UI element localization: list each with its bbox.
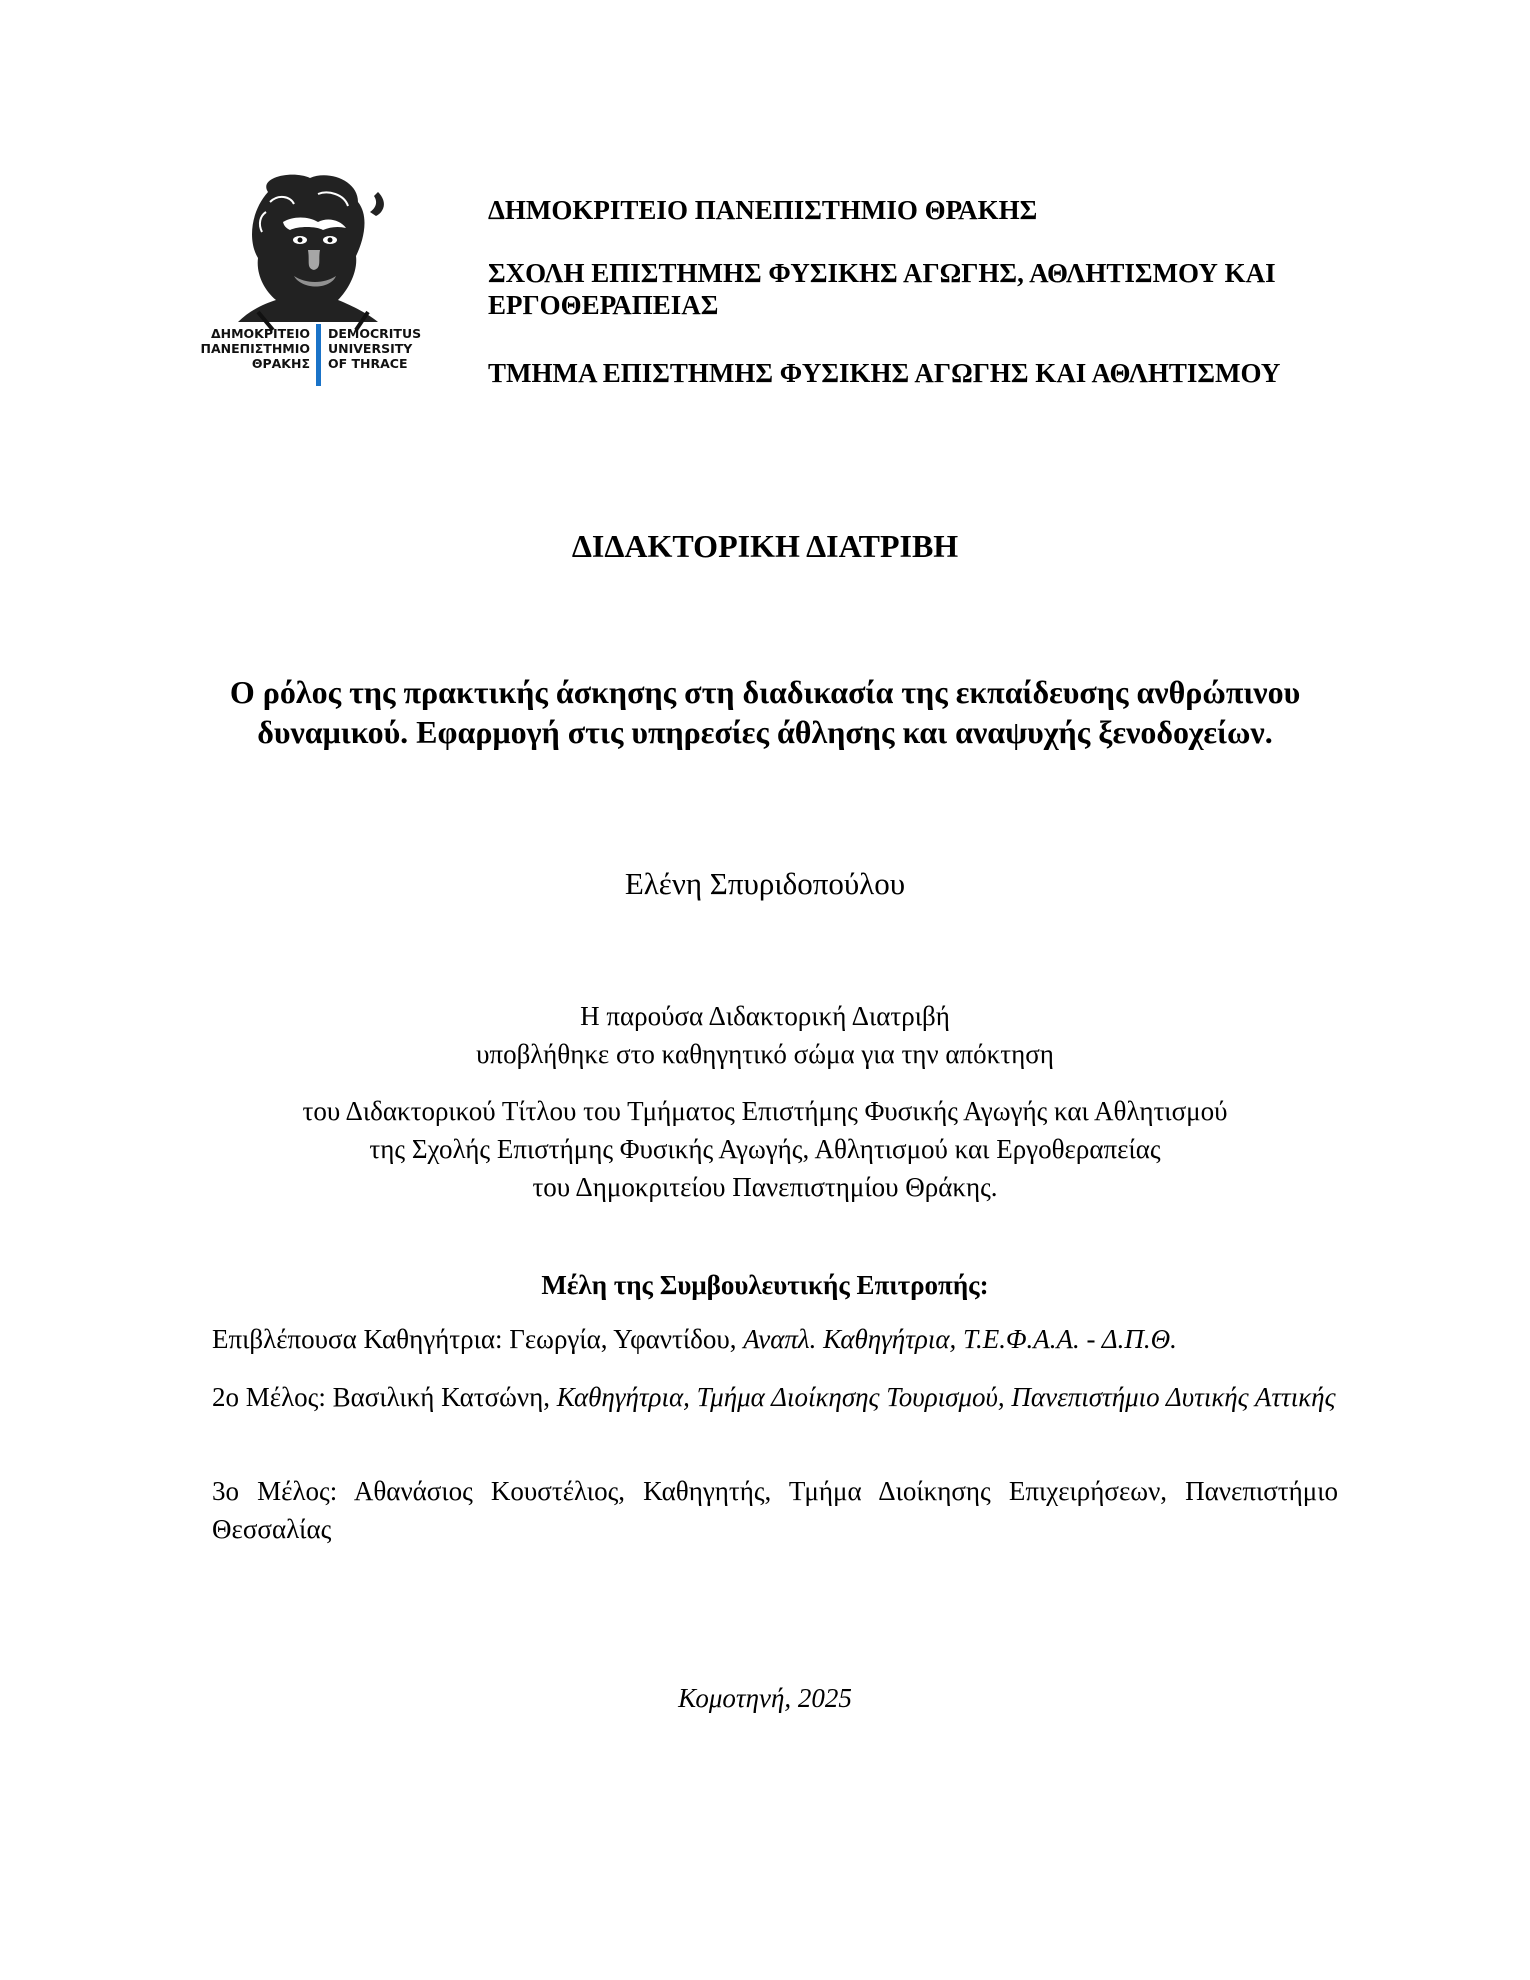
logo-text-gr-2: ΠΑΝΕΠΙΣΤΗΜΙΟ <box>200 341 310 356</box>
committee-member-2 <box>212 1378 1338 1416</box>
submission-line-1: Η παρούσα Διδακτορική Διατριβή <box>580 1001 950 1031</box>
member-2-label: 2ο Μέλος: Βασιλική Κατσώνη, <box>212 1382 557 1412</box>
submission-line-3: του Διδακτορικού Τίτλου του Τμήματος Επιστήμης Φυσικής Αγωγής και Αθλητισμού <box>302 1096 1228 1126</box>
logo-text-gr-1: ΔΗΜΟΚΡΙΤΕΙΟ <box>210 326 310 341</box>
committee-member-1 <box>212 1320 1338 1358</box>
university-logo <box>198 172 433 387</box>
submission-line-4: της Σχολής Επιστήμης Φυσικής Αγωγής, Αθλητισμού και Εργοθεραπείας <box>369 1134 1161 1164</box>
member-2-role: Καθηγήτρια, Τμήμα Διοίκησης Τουρισμού, Πανεπιστήμιο Δυτικής Αττικής <box>556 1382 1336 1412</box>
department-name: ΤΜΗΜΑ ΕΠΙΣΤΗΜΗΣ ΦΥΣΙΚΗΣ ΑΓΩΓΗΣ ΚΑΙ ΑΘΛΗΤΙΣΜΟΥ <box>488 358 1281 388</box>
logo-text-en-3: OF THRACE <box>328 356 408 371</box>
logo-text-gr-3: ΘΡΑΚΗΣ <box>251 356 310 371</box>
school-name: ΣΧΟΛΗ ΕΠΙΣΤΗΜΗΣ ΦΥΣΙΚΗΣ ΑΓΩΓΗΣ, ΑΘΛΗΤΙΣΜΟΥ ΚΑΙ ΕΡΓΟΘΕΡΑΠΕΙΑΣ <box>488 258 1276 320</box>
submission-line-2: υποβλήθηκε στο καθηγητικό σώμα για την απόκτηση <box>476 1039 1054 1069</box>
member-1-role: Αναπλ. Καθηγήτρια, Τ.Ε.Φ.Α.Α. - Δ.Π.Θ. <box>743 1324 1177 1354</box>
logo-text-en-1: DEMOCRITUS <box>328 326 422 341</box>
university-name: ΔΗΜΟΚΡΙΤΕΙΟ ΠΑΝΕΠΙΣΤΗΜΙΟ ΘΡΑΚΗΣ <box>488 195 1038 225</box>
democritus-head-icon <box>198 172 433 387</box>
committee-heading: Μέλη της Συμβουλευτικής Επιτροπής: <box>541 1270 989 1300</box>
member-1-label: Επιβλέπουσα Καθηγήτρια: Γεωργία, Υφαντίδου, <box>212 1324 744 1354</box>
document-type: ΔΙΔΑΚΤΟΡΙΚΗ ΔΙΑΤΡΙΒΗ <box>571 528 959 564</box>
thesis-title: Ο ρόλος της πρακτικής άσκησης στη διαδικασία της εκπαίδευσης ανθρώπινου δυναμικού. Εφαρμογή στις υπηρεσίες άθλησης και αναψυχής ξενοδοχείων. <box>229 674 1301 750</box>
place-date: Κομοτηνή, 2025 <box>678 1683 852 1713</box>
committee-member-3: 3ο Μέλος: Αθανάσιος Κουστέλιος, Καθηγητής, Τμήμα Διοίκησης Επιχειρήσεων, Πανεπιστήμιο Θεσσαλίας <box>212 1476 1338 1544</box>
logo-text-en-2: UNIVERSITY <box>328 341 413 356</box>
author-name: Ελένη Σπυριδοπούλου <box>624 866 906 901</box>
submission-line-5: του Δημοκριτείου Πανεπιστημίου Θράκης. <box>532 1172 998 1202</box>
